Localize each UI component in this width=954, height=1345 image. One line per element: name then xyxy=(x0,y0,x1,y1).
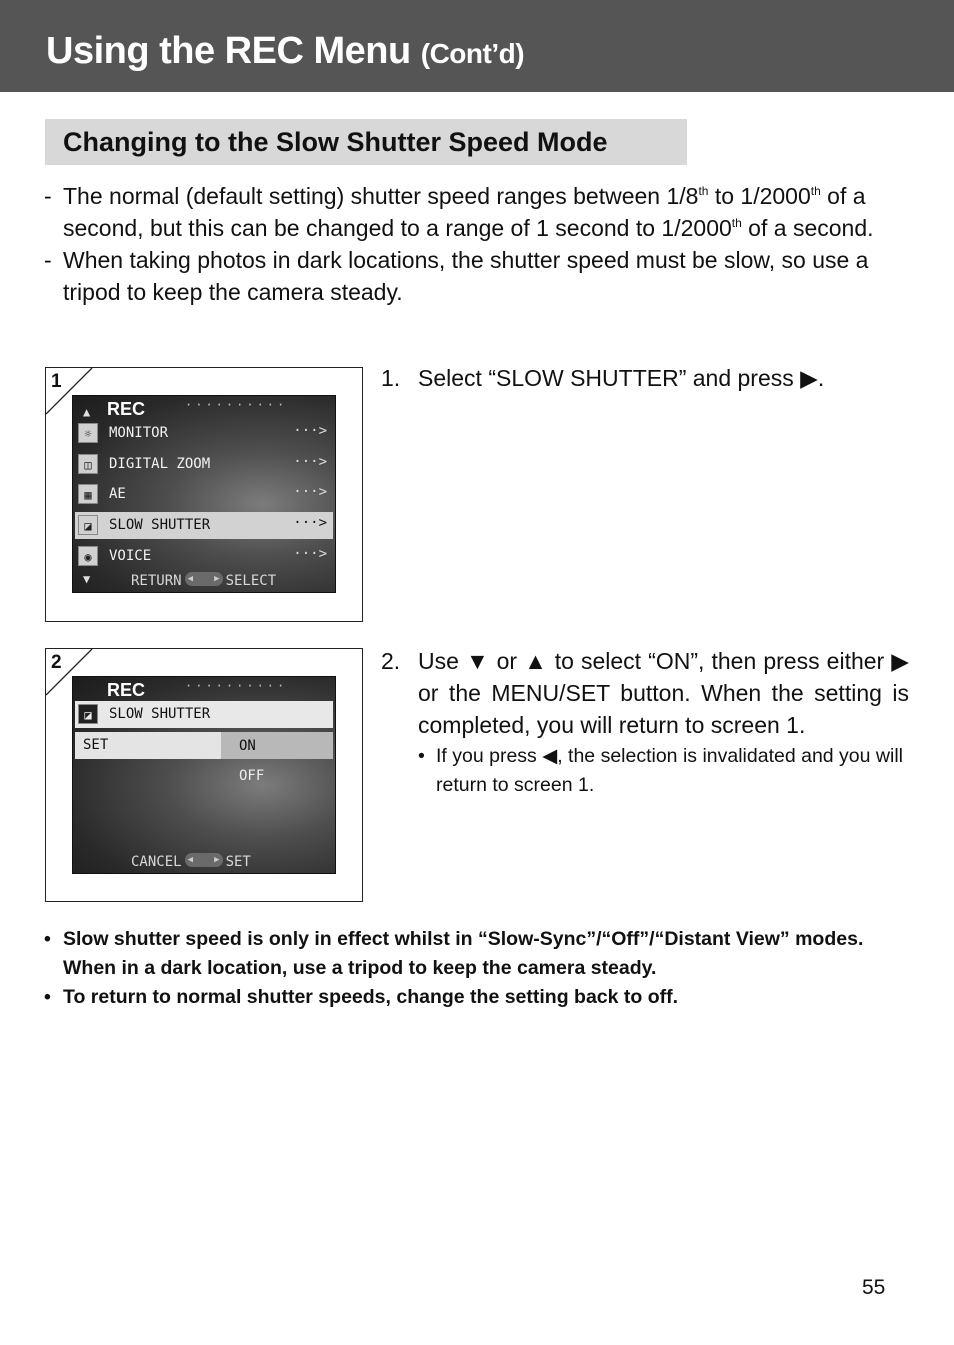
monitor-icon: ☼ xyxy=(78,423,98,443)
screen-1-figure xyxy=(45,367,363,622)
figure-number: 2 xyxy=(51,652,62,673)
nav-return-label: RETURN xyxy=(131,573,182,589)
note-item: • Slow shutter speed is only in effect whilst in “Slow-Sync”/“Off”/“Distant View” modes. When in a dark location, use a tripod to keep the camera steady. xyxy=(44,925,910,983)
slow-shutter-icon: ◪ xyxy=(78,515,98,535)
nav-select-label: SELECT xyxy=(225,573,277,589)
submenu-arrow-icon: ···> xyxy=(293,515,327,531)
section-title: Changing to the Slow Shutter Speed Mode xyxy=(63,127,608,157)
nav-set-label: SET xyxy=(225,854,251,870)
menu-item-digital-zoom[interactable] xyxy=(75,451,333,478)
step-text: Use ▼ or ▲ to select “ON”, then press either ▶ or the MENU/SET button. When the setting is completed, you will return to screen 1. xyxy=(418,648,909,738)
notes-list xyxy=(44,925,910,1012)
step-number: 1. xyxy=(381,365,401,391)
submenu-header-label: SLOW SHUTTER xyxy=(109,706,211,722)
submenu-arrow-icon: ···> xyxy=(293,454,327,470)
screen-2-figure xyxy=(45,648,363,902)
step-note: • If you press ◀, the selection is invalidated and you will return to screen 1. xyxy=(418,742,909,800)
dash-marker: - xyxy=(44,247,52,273)
slow-shutter-icon: ◪ xyxy=(78,704,98,724)
set-label-cell: SET xyxy=(75,732,221,759)
lcd-dots-decoration: ·········· xyxy=(185,398,288,412)
submenu-header xyxy=(75,701,333,728)
menu-item-ae[interactable] xyxy=(75,481,333,508)
option-off[interactable]: OFF xyxy=(239,768,265,784)
digital-zoom-icon: ◫ xyxy=(78,454,98,474)
figure-number: 1 xyxy=(51,371,62,392)
lcd-menu-title: REC xyxy=(107,399,146,419)
page-title-suffix: (Cont’d) xyxy=(420,38,525,69)
lcd-menu-title: REC xyxy=(107,680,146,700)
intro-text xyxy=(44,180,908,308)
dash-marker: - xyxy=(44,183,52,209)
voice-icon: ◉ xyxy=(78,546,98,566)
page-header xyxy=(0,0,954,92)
menu-item-label: SLOW SHUTTER xyxy=(109,517,211,533)
menu-item-slow-shutter[interactable] xyxy=(75,512,333,539)
menu-item-label: VOICE xyxy=(109,548,152,564)
step-number: 2. xyxy=(381,648,401,674)
step-text: Select “SLOW SHUTTER” and press ▶. xyxy=(418,365,825,391)
lcd-nav-hint xyxy=(131,572,276,589)
lcd-nav-hint xyxy=(131,853,251,870)
menu-item-voice[interactable] xyxy=(75,543,333,570)
intro-item: - When taking photos in dark locations, the shutter speed must be slow, so use a tripod to keep the camera steady. xyxy=(44,244,908,308)
chevron-down-icon: ▼ xyxy=(83,572,91,586)
left-right-button-icon: ◀ ▶ xyxy=(185,853,223,867)
chevron-up-icon: ▲ xyxy=(83,405,91,419)
menu-item-label: AE xyxy=(109,486,126,502)
lcd-dots-decoration: ·········· xyxy=(185,679,288,693)
page-number: 55 xyxy=(862,1276,886,1299)
note-item: • To return to normal shutter speeds, change the setting back to off. xyxy=(44,983,910,1012)
section-heading-bar xyxy=(45,119,687,165)
bullet-marker: • xyxy=(418,745,425,767)
menu-item-monitor[interactable] xyxy=(75,420,333,447)
menu-item-label: DIGITAL ZOOM xyxy=(109,456,211,472)
submenu-arrow-icon: ···> xyxy=(293,546,327,562)
camera-lcd-screen xyxy=(72,395,336,593)
left-right-button-icon: ◀ ▶ xyxy=(185,572,223,586)
submenu-arrow-icon: ···> xyxy=(293,423,327,439)
menu-item-label: MONITOR xyxy=(109,425,169,441)
option-on[interactable]: ON xyxy=(221,732,333,759)
page-title: Using the REC Menu (Cont’d) xyxy=(46,30,525,72)
ae-icon: ▦ xyxy=(78,484,98,504)
bullet-marker: • xyxy=(44,986,51,1008)
nav-cancel-label: CANCEL xyxy=(131,854,182,870)
intro-item: - The normal (default setting) shutter speed ranges between 1/8th to 1/2000th of a second, but this can be changed to a range of 1 second to 1/2000th of a second. xyxy=(44,180,908,244)
submenu-arrow-icon: ···> xyxy=(293,484,327,500)
step-body xyxy=(418,645,909,800)
bullet-marker: • xyxy=(44,928,51,950)
camera-lcd-screen xyxy=(72,676,336,874)
